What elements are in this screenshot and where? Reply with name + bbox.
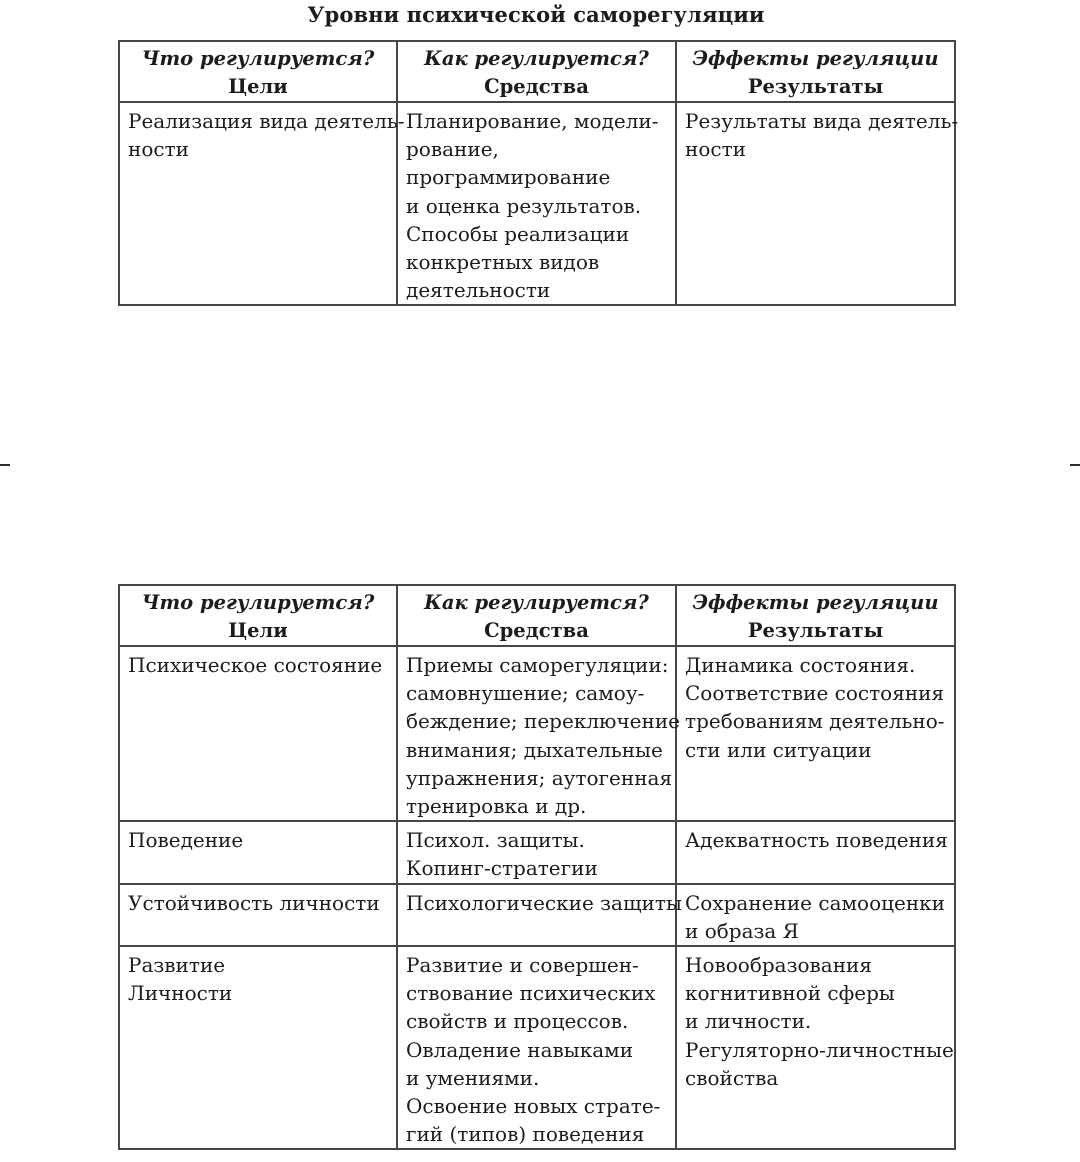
- cell-text-line: Копинг-стратегии: [406, 856, 598, 881]
- table-body: [119, 102, 959, 305]
- header-goals-question: Что регулируется?: [141, 591, 375, 614]
- cell-text-line: Психол. защиты.: [406, 828, 585, 853]
- table-body: [119, 646, 955, 1149]
- cell-text-line: Реализация вида деятель-: [128, 109, 405, 133]
- cell-text-line: свойств и процессов.: [406, 1009, 629, 1034]
- cell-results: [676, 884, 955, 946]
- cell-text-line: Приемы саморегуляции:: [406, 653, 669, 677]
- header-means-label: Средства: [484, 619, 589, 642]
- cell-text-line: Динамика состояния.: [685, 653, 916, 677]
- cell-text-line: и образа Я: [685, 918, 799, 943]
- table-row: [119, 946, 955, 1149]
- table-row: [119, 646, 955, 821]
- cell-text-line: конкретных видов: [406, 250, 600, 275]
- cell-text-line: требованиям деятельно-: [685, 709, 945, 734]
- header-results-question: Эффекты регуляции: [692, 591, 939, 614]
- regulation-levels-table-2: [118, 584, 956, 1150]
- table-row: [119, 102, 955, 305]
- table-row: [119, 821, 955, 883]
- cell-text-line: Устойчивость личности: [128, 890, 380, 915]
- header-goals-question: Что регулируется?: [141, 47, 375, 70]
- cell-goal: [119, 884, 397, 946]
- header-results: [676, 585, 955, 646]
- cell-text-line: и умениями.: [406, 1065, 540, 1090]
- cell-text-line: Личности: [128, 981, 233, 1006]
- cell-text-line: Адекватность поведения: [685, 828, 948, 853]
- cell-goal: [119, 946, 397, 1149]
- cell-text-line: Психологические защиты: [406, 890, 682, 915]
- cell-goal: [119, 821, 397, 883]
- cell-text-line: ности: [685, 137, 746, 162]
- header-goals: [119, 585, 397, 646]
- cell-goal: [119, 646, 397, 821]
- header-means: [397, 585, 676, 646]
- page-title: Уровни психической саморегуляции: [307, 2, 765, 27]
- cell-text-line: Психическое состояние: [128, 653, 383, 677]
- cell-text-line: гий (типов) поведения: [406, 1122, 645, 1147]
- cell-text-line: упражнения; аутогенная: [406, 765, 673, 790]
- header-results-label: Результаты: [747, 75, 884, 98]
- header-means-question: Как регулируется?: [424, 47, 649, 70]
- cell-means: [397, 646, 680, 821]
- table-header-row: [119, 41, 955, 102]
- page-edge-mark-right: [1070, 464, 1080, 466]
- cell-text-line: Регуляторно-личностные: [685, 1037, 954, 1062]
- header-goals-label: Цели: [228, 619, 288, 642]
- cell-text-line: свойства: [685, 1065, 779, 1090]
- cell-text-line: Сохранение самооценки: [685, 890, 945, 915]
- cell-results: [676, 821, 955, 883]
- header-results: [676, 41, 955, 102]
- cell-means: [397, 821, 676, 883]
- header-means: [397, 41, 676, 102]
- cell-text-line: Способы реализации: [406, 221, 630, 246]
- cell-text-line: программирование: [406, 165, 611, 190]
- cell-text-line: Овладение навыками: [406, 1037, 634, 1062]
- table-row: [119, 884, 955, 946]
- cell-text-line: Освоение новых страте-: [406, 1094, 661, 1119]
- header-goals-label: Цели: [228, 75, 288, 98]
- cell-text-line: Результаты вида деятель-: [685, 109, 959, 133]
- header-results-label: Результаты: [747, 619, 884, 642]
- cell-means: [397, 102, 676, 305]
- header-results-question: Эффекты регуляции: [692, 47, 939, 70]
- header-means-label: Средства: [484, 75, 589, 98]
- cell-text-line: и личности.: [685, 1009, 812, 1034]
- cell-results: [676, 102, 959, 305]
- cell-text-line: сти или ситуации: [685, 737, 872, 762]
- cell-text-line: внимания; дыхательные: [406, 737, 663, 762]
- cell-text-line: ствование психических: [406, 981, 656, 1006]
- cell-results: [676, 946, 955, 1149]
- cell-text-line: и оценка результатов.: [406, 193, 642, 218]
- cell-means: [397, 946, 676, 1149]
- cell-text-line: ности: [128, 137, 189, 162]
- cell-text-line: самовнушение; самоу-: [406, 681, 645, 706]
- cell-text-line: тренировка и др.: [406, 794, 587, 819]
- cell-text-line: беждение; переключение: [406, 709, 680, 734]
- cell-text-line: Развитие: [128, 953, 226, 978]
- cell-text-line: рование,: [406, 137, 499, 162]
- cell-text-line: деятельности: [406, 278, 551, 303]
- cell-text-line: Планирование, модели-: [406, 109, 659, 133]
- cell-results: [676, 646, 955, 821]
- header-means-question: Как регулируется?: [424, 591, 649, 614]
- cell-text-line: Развитие и совершен-: [406, 953, 639, 978]
- cell-means: [397, 884, 682, 946]
- page-edge-mark-left: [0, 464, 10, 466]
- cell-goal: [119, 102, 405, 305]
- cell-text-line: Соответствие состояния: [685, 681, 945, 706]
- cell-text-line: Поведение: [128, 828, 244, 853]
- header-goals: [119, 41, 397, 102]
- cell-text-line: когнитивной сферы: [685, 981, 895, 1006]
- cell-text-line: Новообразования: [685, 953, 873, 978]
- table-header-row: [119, 585, 955, 646]
- regulation-levels-table-1: [118, 40, 959, 306]
